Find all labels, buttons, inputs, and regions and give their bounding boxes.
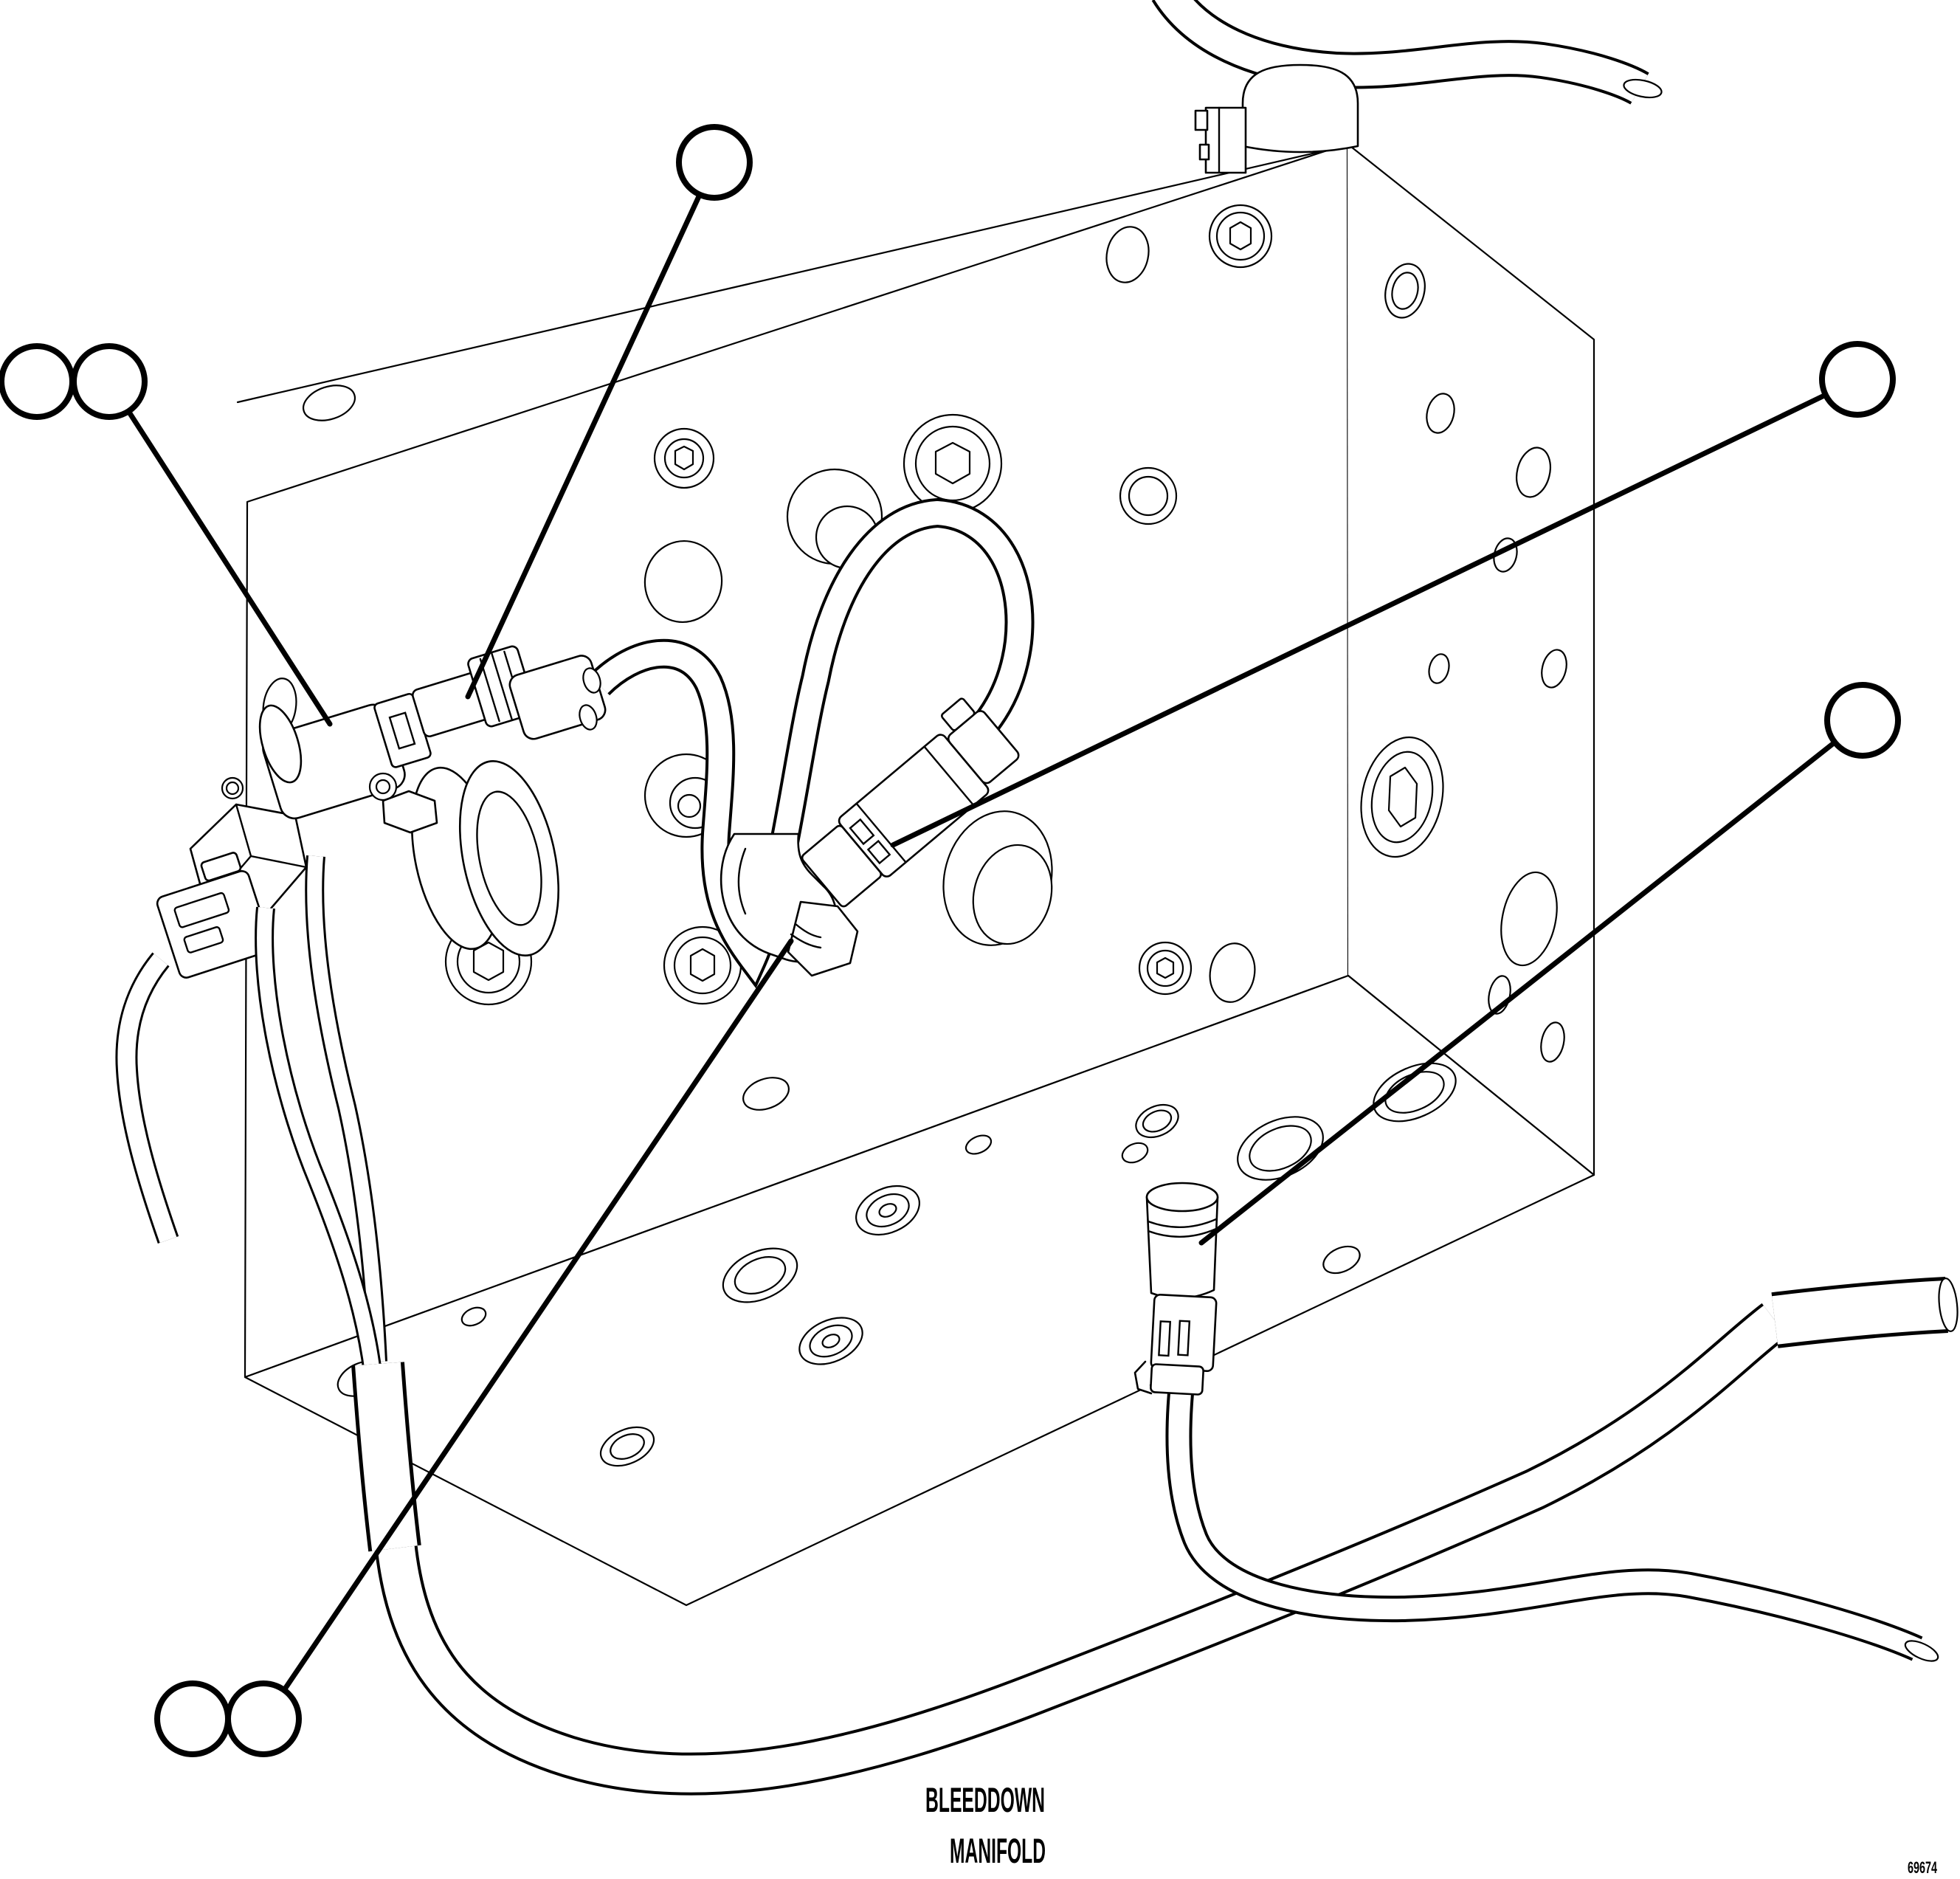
callout-top <box>679 127 750 198</box>
figure-number: 69674 <box>1908 1858 1938 1877</box>
callout-bottom-b <box>228 1683 299 1754</box>
callout-right-lower <box>1827 685 1898 756</box>
callout-right-upper <box>1822 344 1893 415</box>
top-fitting-and-hose <box>1167 0 1663 173</box>
callout-left-a <box>1 346 72 417</box>
caption-line-2: MANIFOLD <box>950 1831 1046 1870</box>
top-bracket <box>1206 108 1246 173</box>
dome-fitting <box>1243 65 1358 152</box>
callout-bottom-a <box>157 1683 228 1754</box>
sensor-cylinder <box>1147 1197 1218 1298</box>
callout-left-b <box>74 346 145 417</box>
caption-line-1: BLEEDDOWN <box>925 1780 1045 1819</box>
